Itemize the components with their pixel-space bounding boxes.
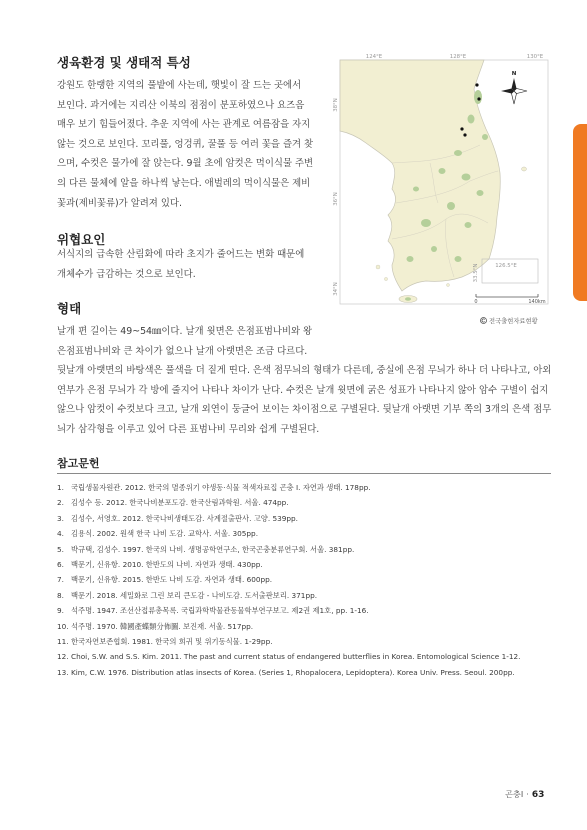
reference-item [57, 557, 557, 572]
protected-area [439, 168, 446, 174]
reference-number: 6. [57, 560, 64, 570]
reference-text: 백문기, 신유항. 2010. 한반도의 나비. 자연과 생태. 430pp. [71, 560, 263, 570]
reference-text: Kim, C.W. 1976. Distribution atlas insects of Korea. (Series 1, Rhopalocera, Lepidoptera). Korea Univ. Press. Seoul. 200pp. [71, 667, 515, 677]
reference-number: 1. [57, 483, 64, 492]
island [447, 284, 450, 287]
reference-text: 김성수, 서영호. 2012. 한국나비생태도감. 사계절출판사. 고양. 539pp. [71, 513, 298, 523]
lat-label: 38°N [333, 98, 339, 112]
reference-text: 김용식. 2002. 원색 한국 나비 도감. 교학사. 서울. 305pp. [71, 529, 259, 539]
text-line: 뒷날개 아랫면의 바탕색은 풀색을 더 짙게 띤다. 은색 점무늬의 형태가 다른데, 중실에 은점 무늬가 하나 더 나타나고, 아외 [57, 365, 552, 377]
protected-area [413, 187, 419, 192]
occurrence-point [460, 127, 463, 130]
protected-area [465, 222, 472, 228]
reference-number: 12. [57, 652, 69, 662]
text-line: 개체수가 급감하는 것으로 보인다. [57, 268, 196, 280]
protected-area [454, 150, 462, 156]
reference-text: 백문기. 2018. 세밀화로 그린 보리 큰도감 - 나비도감. 도서출판보리. 371pp. [71, 590, 318, 600]
reference-number: 5. [57, 544, 64, 554]
text-line: 으며, 수컷은 물가에 잘 앉는다. 9월 초에 암컷은 먹이식물 주변 [57, 158, 314, 170]
scale-start-label: 0 [474, 299, 478, 305]
occurrence-point [475, 83, 478, 86]
reference-item [57, 619, 557, 634]
footer-separator: · [526, 789, 529, 799]
reference-number: 2. [57, 498, 64, 508]
reference-text: 박규택, 김성수. 1997. 한국의 나비. 생명공학연구소, 한국곤충분류연구회. 서울. 381pp. [71, 544, 355, 554]
reference-number: 4. [57, 529, 64, 539]
map-credit-text: 전국출현자료현황 [489, 318, 538, 325]
lon-label: 130°E [526, 54, 544, 60]
north-label: N [511, 71, 517, 77]
protected-area [474, 90, 482, 104]
page-footer [505, 789, 544, 800]
reference-item [57, 526, 557, 541]
island [376, 265, 380, 269]
text-line: 꽃과(제비꽃류)가 알려져 있다. [57, 197, 182, 209]
habitat-paragraph [57, 76, 313, 213]
protected-area [455, 256, 462, 262]
chapter-tab [573, 124, 587, 301]
reference-text: Choi, S.W. and S.S. Kim. 2011. The past and current status of endangered butterflies in Korea. Entomological Science 1-12. [71, 652, 521, 662]
inset-lon-label: 126.5°E [495, 263, 517, 269]
lat-label: 36°N [333, 192, 339, 206]
text-line: 은점표범나비와 큰 차이가 없으나 날개 아랫면은 조금 다르다. [57, 345, 308, 357]
reference-text: 김성수 등. 2012. 한국나비분포도감. 한국산림과학원. 서울. 474pp. [71, 498, 289, 508]
protected-area [447, 202, 455, 210]
text-line: 연부가 은점 무늬가 각 방에 줄지어 나타나 차이가 난다. 수컷은 날개 윗면에 굵은 성표가 나타나지 않아 암수 구별이 쉽지 [57, 384, 549, 396]
reference-number: 9. [57, 606, 64, 616]
text-line: 서식지의 급속한 산림화에 따라 초지가 줄어드는 변화 때문에 [57, 249, 305, 260]
references-divider [57, 473, 551, 474]
section-title-threat: 위협요인 [57, 232, 106, 247]
text-line: 날개 편 길이는 49~54㎜이다. 날개 윗면은 은점표범나비와 왕 [57, 326, 313, 337]
reference-number: 3. [57, 513, 64, 523]
threat-paragraph [57, 245, 304, 284]
reference-item [57, 634, 557, 649]
page-number: 63 [531, 790, 545, 800]
protected-area [407, 256, 414, 262]
reference-text: 한국자연보존협회. 1981. 한국의 희귀 및 위기동식물. 1-29pp. [71, 637, 273, 647]
reference-number: 7. [57, 575, 64, 585]
occurrence-point [477, 97, 480, 100]
reference-number: 10. [57, 621, 69, 631]
text-line: 않으나 암컷이 수컷보다 크고, 날개 외연이 둥글어 보이는 차이점으로 구별된다. 뒷날개 아랫면 기부 쪽의 3개의 은색 점무 [57, 404, 552, 416]
reference-item [57, 649, 557, 664]
island [384, 277, 387, 280]
references-title: 참고문헌 [57, 457, 100, 470]
reference-text: 석주명. 1970. 韓國產蝶類分佈圖. 보진재. 서울. 517pp. [71, 621, 254, 631]
distribution-map [330, 53, 551, 311]
text-line: 보인다. 과거에는 지리산 이북의 점점이 분포하였으나 요즈음 [57, 99, 305, 111]
copyright-icon [480, 317, 487, 324]
protected-area [405, 297, 411, 301]
reference-item [57, 588, 557, 603]
text-line: 의 다른 물체에 알을 하나씩 낳는다. 애벌레의 먹이식물은 제비 [57, 177, 311, 189]
inset-lat-label: 33.5°N [473, 263, 479, 283]
text-line: 매우 보기 힘들어졌다. 추운 지역에 사는 관계로 여름잠을 자지 [57, 119, 311, 131]
reference-text: 국립생물자원관. 2012. 한국의 멸종위기 야생동·식물 적색자료집 곤충 I. 자연과 생태. 178pp. [71, 483, 371, 492]
reference-item [57, 542, 557, 557]
protected-area [421, 219, 431, 227]
reference-text: 석주명. 1947. 조선산접류총목록. 국립과학박물관동물학부연구보고. 제2권 제1호, pp. 1-16. [71, 606, 369, 616]
reference-item [57, 603, 557, 618]
lon-label: 124°E [365, 54, 383, 60]
morphology-paragraph [57, 322, 551, 440]
lat-label: 34°N [333, 282, 339, 296]
reference-item [57, 511, 557, 526]
text-line: 강원도 한랭한 지역의 풀밭에 사는데, 햇빛이 잘 드는 곳에서 [57, 80, 302, 91]
reference-item [57, 495, 557, 510]
scale-end-label: 140km [528, 299, 546, 305]
reference-item [57, 480, 557, 495]
ulleung-island [522, 167, 527, 171]
reference-number: 11. [57, 637, 69, 647]
protected-area [477, 190, 484, 196]
reference-item [57, 572, 557, 587]
protected-area [468, 115, 475, 124]
reference-text: 백문기, 신유항. 2015. 한반도 나비 도감. 자연과 생태. 600pp. [71, 575, 273, 585]
reference-number: 8. [57, 590, 64, 600]
reference-item [57, 665, 557, 680]
text-line: 늬가 삼각형을 이루고 있어 다른 표범나비 무리와 쉽게 구별된다. [57, 423, 320, 435]
protected-area [431, 246, 437, 252]
reference-number: 13. [57, 667, 69, 677]
section-title-habitat: 생육환경 및 생태적 특성 [57, 55, 191, 70]
protected-area [482, 134, 488, 140]
occurrence-point [463, 133, 466, 136]
footer-section: 곤충Ⅰ [505, 789, 524, 799]
lon-label: 128°E [449, 54, 467, 60]
references-list [57, 480, 557, 680]
section-title-morphology: 형태 [57, 301, 82, 316]
map-credit [480, 316, 538, 325]
protected-area [462, 174, 471, 181]
text-line: 않는 것으로 보인다. 꼬리풀, 엉겅퀴, 꿀풀 등 여러 꽃을 즐겨 찾 [57, 138, 314, 150]
